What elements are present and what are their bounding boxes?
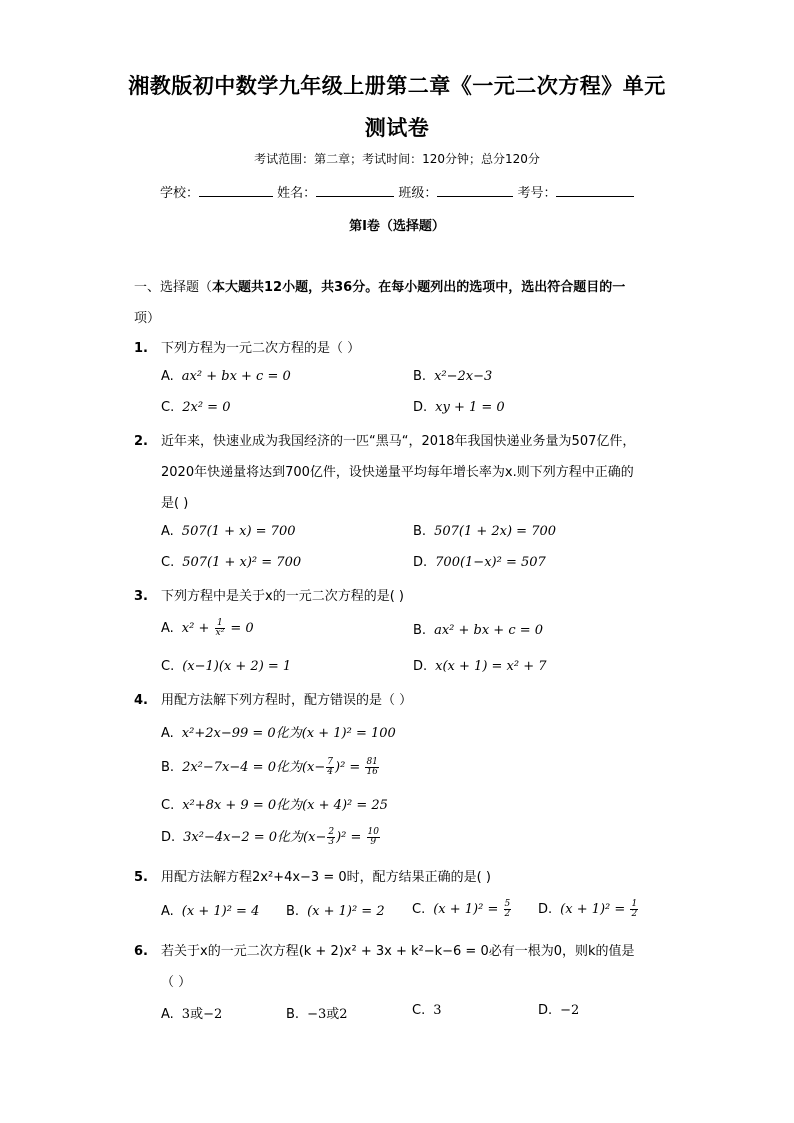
- question-stem: 下列方程中是关于x的一元二次方程的是( ): [161, 589, 404, 604]
- question-1: [134, 333, 664, 364]
- name-blank: [316, 184, 394, 197]
- class-label: 班级：: [398, 186, 438, 201]
- q1-option-b: B. x²−2x−3: [413, 369, 493, 384]
- q5-option-c: C. (x + 1)² = $\frac{5}{2}$: [412, 899, 511, 919]
- q6-option-d: D. −2: [538, 1003, 580, 1018]
- q2-option-c: C. 507(1 + x)² = 700: [161, 555, 302, 570]
- question-stem-line1: 若关于x的一元二次方程(k + 2)x² + 3x + k²−k−6 = 0必有一根为0，则k的值是: [161, 944, 635, 959]
- q2-option-d: D. 700(1−x)² = 507: [413, 555, 546, 570]
- q2-option-b: B. 507(1 + 2x) = 700: [413, 524, 557, 539]
- fraction: $\frac{2}{3}$: [328, 827, 335, 847]
- q6-option-b: B. −3或2: [286, 1007, 348, 1022]
- number-blank: [556, 184, 634, 197]
- question-5: [134, 862, 664, 893]
- section-prefix: 一、选择题（: [134, 280, 213, 295]
- q5-option-b: B. (x + 1)² = 2: [286, 904, 385, 919]
- exam-title-line2: 测试卷: [364, 116, 430, 140]
- student-info-row: [160, 182, 640, 201]
- exam-title-line1: 湘教版初中数学九年级上册第二章《一元二次方程》单元: [128, 74, 666, 98]
- fraction: $\frac{10}{9}$: [367, 827, 379, 847]
- q1-option-c: C. 2x² = 0: [161, 400, 231, 415]
- q1-option-d: D. xy + 1 = 0: [413, 400, 505, 415]
- q3-option-c: C. (x−1)(x + 2) = 1: [161, 659, 292, 674]
- q3-option-a: A. x² + $\frac{1}{\text{x²}}$ = 0: [161, 618, 254, 638]
- question-stem-line2: 2020年快递量将达到700亿件，设快递量平均每年增长率为x.则下列方程中正确的: [161, 465, 634, 480]
- section-suffix: 项）: [134, 311, 161, 326]
- question-number: 3.: [134, 589, 148, 604]
- question-stem: 用配方法解下列方程时，配方错误的是（ ）: [161, 693, 413, 708]
- fraction: $\frac{5}{2}$: [504, 899, 511, 919]
- question-3: [134, 581, 664, 612]
- q3-option-d: D. x(x + 1) = x² + 7: [413, 659, 547, 674]
- q1-option-a: A. ax² + bx + c = 0: [161, 369, 291, 384]
- q4-option-b: B. 2x²−7x−4 = 0化为(x− $\frac{7}{4}$ )² = $\frac{81}{16}$: [161, 757, 378, 777]
- q4-option-d: D. 3x²−4x−2 = 0化为(x− $\frac{2}{3}$ )² = $\frac{10}{9}$: [161, 827, 379, 847]
- question-6: [134, 936, 664, 998]
- question-number: 1.: [134, 341, 148, 356]
- q4-option-c: C. x²+8x + 9 = 0化为(x + 4)² = 25: [161, 798, 388, 813]
- number-label: 考号：: [517, 186, 557, 201]
- fraction: $\frac{1}{2}$: [631, 899, 638, 919]
- section-bold: 本大题共12小题，共36分。在每小题列出的选项中，选出符合题目的一: [212, 280, 626, 295]
- school-blank: [199, 184, 273, 197]
- exam-meta: 考试范围：第二章；考试时间：120分钟；总分120分: [254, 152, 540, 166]
- q6-option-c: C. 3: [412, 1003, 442, 1018]
- q3-option-b: B. ax² + bx + c = 0: [413, 623, 544, 638]
- question-stem: 下列方程为一元二次方程的是（ ）: [161, 341, 361, 356]
- question-number: 6.: [134, 944, 148, 959]
- name-label: 姓名：: [277, 186, 317, 201]
- class-blank: [437, 184, 513, 197]
- part-heading: 第I卷（选择题）: [349, 219, 445, 234]
- question-stem: 用配方法解方程2x²+4x−3 = 0时，配方结果正确的是( ): [161, 870, 491, 885]
- q5-option-a: A. (x + 1)² = 4: [161, 904, 260, 919]
- q4-option-a: A. x²+2x−99 = 0化为(x + 1)² = 100: [161, 726, 396, 741]
- section-heading: [134, 272, 664, 334]
- question-2: [134, 426, 664, 519]
- school-label: 学校：: [160, 186, 200, 201]
- fraction: $\frac{7}{4}$: [327, 757, 333, 777]
- question-stem-line1: 近年来，快速业成为我国经济的一匹“黑马“，2018年我国快递业务量为507亿件，: [161, 434, 636, 449]
- question-number: 5.: [134, 870, 148, 885]
- question-stem-line3: 是( ): [161, 496, 189, 511]
- q6-option-a: A. 3或−2: [161, 1007, 223, 1022]
- question-4: [134, 685, 664, 716]
- q5-option-d: D. (x + 1)² = $\frac{1}{2}$: [538, 899, 638, 919]
- fraction: $\frac{81}{16}$: [366, 757, 378, 777]
- question-number: 4.: [134, 693, 148, 708]
- q2-option-a: A. 507(1 + x) = 700: [161, 524, 296, 539]
- question-number: 2.: [134, 434, 148, 449]
- fraction: $\frac{1}{\text{x²}}$: [215, 618, 225, 638]
- question-stem-line2: （ ）: [161, 975, 192, 990]
